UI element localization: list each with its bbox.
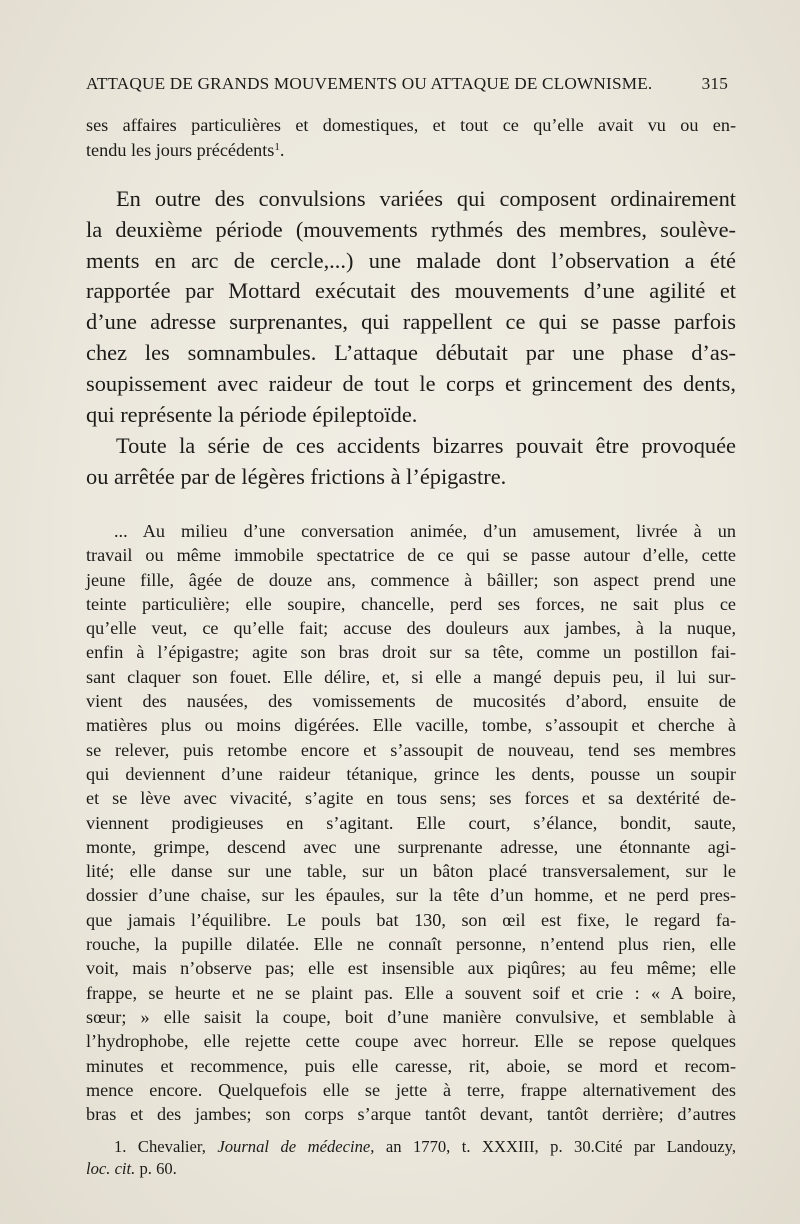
running-header [86, 74, 728, 102]
text-line: qu’elle veut, ce qu’elle fait; accuse des douleurs aux jambes, à la nuque, [86, 618, 736, 639]
footnote-line [86, 1158, 736, 1180]
text-line: enfin à l’épigastre; agite son bras droit sur sa tête, comme un postillon fai- [86, 642, 736, 663]
text-line: minutes et recommence, puis elle caresse, rit, aboie, se mord et recom- [86, 1055, 736, 1076]
text-line: ses affaires particulières et domestiques, et tout ce qu’elle avait vu ou en- [86, 115, 736, 135]
text-line: sant claquer son fouet. Elle délire, et, si elle a mangé depuis peu, il lui sur- [86, 666, 736, 687]
footnote-marker: 1 [274, 141, 280, 153]
text-line: jeune fille, âgée de douze ans, commence à bâiller; son aspect prend une [86, 569, 736, 590]
text-line: voit, mais n’observe pas; elle est insensible aux piqûres; au feu même; elle [86, 958, 736, 979]
text-line: monte, grimpe, descend avec une surprenante adresse, une étonnante agi- [86, 836, 736, 857]
text-line: viennent prodigieuses en s’agitant. Elle court, s’élance, bondit, saute, [86, 812, 736, 833]
text-line: ou arrêtée par de légères frictions à l’épigastre. [86, 463, 507, 489]
page-number: 315 [701, 74, 728, 93]
text-line: vient des nausées, des vomissements de mucosités d’abord, ensuite de [86, 691, 736, 712]
footnote-author: Chevalier, [137, 1137, 206, 1156]
text-line: rapportée par Mottard exécutait des mouvements d’une agilité et [86, 278, 736, 304]
text-line: qui deviennent d’une raideur tétanique, grince les dents, pousse un soupir [86, 763, 736, 784]
footnote-line [86, 1136, 736, 1158]
text-line: frappe, se heurte et ne se plaint pas. Elle a souvent soif et crie : « A boire, [86, 982, 736, 1003]
footnote-loc-cit: loc. cit. [86, 1159, 136, 1178]
text-line: d’une adresse surprenantes, qui rappellent ce qui se passe parfois [86, 309, 736, 335]
text-line: Toute la série de ces accidents bizarres pouvait être provoquée [116, 433, 736, 458]
footnote-page: p. 60. [139, 1159, 177, 1178]
carryover-text [86, 113, 736, 163]
footnote [86, 1136, 736, 1180]
text-line: teinte particulière; elle soupire, chancelle, perd ses forces, ne sait plus ce [86, 593, 736, 614]
text-line: mence encore. Quelquefois elle se jette à terre, frappe alternativement des [86, 1079, 736, 1100]
footnote-details: an 1770, t. XXXIII, p. 30.Cité par Landouzy, [385, 1137, 736, 1156]
paragraph-frictions [86, 431, 736, 493]
paragraph-convulsions [86, 184, 736, 430]
text-line: l’hydrophobe, elle rejette cette coupe avec horreur. Elle se repose quelques [86, 1031, 736, 1052]
quoted-observation [86, 519, 736, 1126]
text-line: rouche, la pupille dilatée. Elle ne connaît personne, n’entend plus rien, elle [86, 934, 736, 955]
text-line: sœur; » elle saisit la coupe, boit d’une manière convulsive, et semblable à [86, 1006, 736, 1027]
text-line: ... Au milieu d’une conversation animée, d’un amusement, livrée à un [114, 521, 736, 541]
footnote-number: 1. [114, 1137, 127, 1156]
text-line [86, 138, 736, 163]
text-line: la deuxième période (mouvements rythmés des membres, soulève- [86, 216, 736, 242]
text-line: bras et des jambes; son corps s’arque tantôt devant, tantôt derrière; d’autres [86, 1104, 736, 1125]
text-line: lité; elle danse sur une table, sur un bâton placé transversalement, sur le [86, 861, 736, 882]
text-line: dossier d’une chaise, sur les épaules, sur la tête d’un homme, et ne perd pres- [86, 885, 736, 906]
text-line: travail ou même immobile spectatrice de ce qui se passe autour d’elle, cette [86, 545, 736, 566]
footnote-journal: Journal de médecine, [217, 1137, 375, 1156]
text-line: ments en arc de cercle,...) une malade dont l’observation a été [86, 247, 736, 273]
text-line: et se lève avec vivacité, s’agite en tous sens; ses forces et sa dextérité de- [86, 788, 736, 809]
running-title: ATTAQUE DE GRANDS MOUVEMENTS OU ATTAQUE DE CLOWNISME. [86, 74, 653, 93]
text-line-content: tendu les jours précédents [86, 140, 275, 160]
text-line: soupissement avec raideur de tout le corps et grincement des dents, [86, 370, 736, 396]
text-line: qui représente la période épileptoïde. [86, 401, 418, 427]
text-line: que jamais l’équilibre. Le pouls bat 130, son œil est fixe, le regard fa- [86, 909, 736, 930]
text-line: se relever, puis retombe encore et s’assoupit de nouveau, tend ses membres [86, 739, 736, 760]
text-line: matières plus ou moins digérées. Elle vacille, tombe, s’assoupit et cherche à [86, 715, 736, 736]
text-line: chez les somnambules. L’attaque débutait par une phase d’as- [86, 339, 736, 365]
sentence-end: . [279, 140, 285, 160]
text-line: En outre des convulsions variées qui composent ordinairement [116, 186, 736, 211]
